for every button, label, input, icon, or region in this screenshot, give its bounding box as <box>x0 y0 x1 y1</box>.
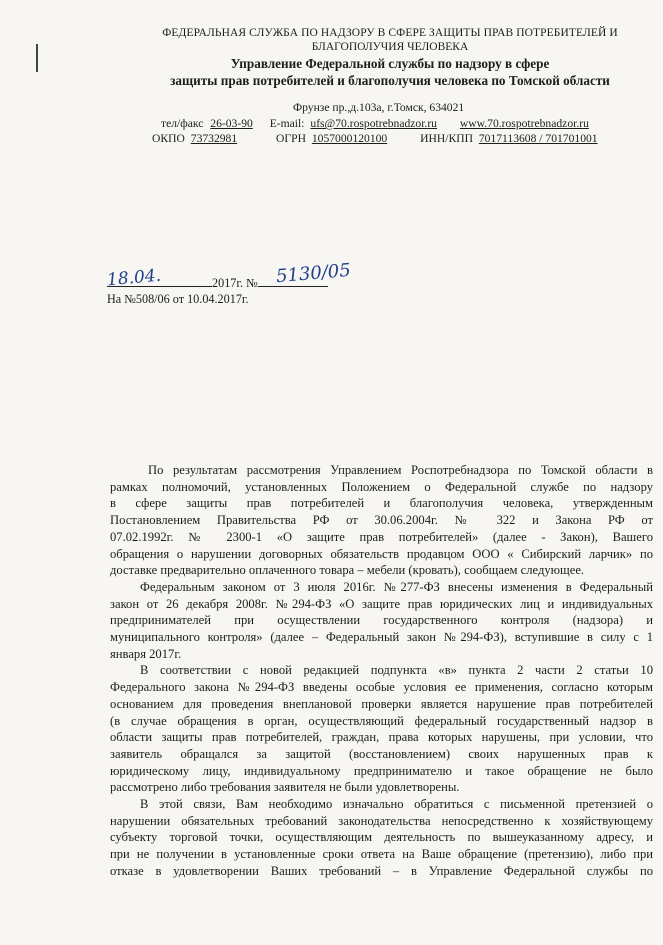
body-line: января 2017г. <box>110 646 182 661</box>
body-line: обращения о нарушении договорных обязательств продавцом ООО « Сибирский ларчик» по <box>110 546 653 561</box>
body-line: рассмотрено либо требования заявителя не были удовлетворены. <box>110 780 460 795</box>
reply-reference: На №508/06 от 10.04.2017г. <box>107 292 249 306</box>
body-line: рамках полномочий, установленных Положением о Федеральной службе по надзору <box>110 479 653 494</box>
body-line: доставке предварительно оплаченного товара – мебели (кровать), сообщаем следующее. <box>110 563 585 578</box>
handwritten-number: 5130/05 <box>275 259 352 288</box>
year-label: 2017г. № <box>212 276 258 290</box>
body-line: в сфере защиты прав потребителей и благополучия человека, утвержденным <box>110 496 653 511</box>
ogrn-label: ОГРН <box>276 132 306 145</box>
inn-label: ИНН/КПП <box>420 132 473 145</box>
margin-mark <box>36 44 38 72</box>
email-link[interactable]: ufs@70.rospotrebnadzor.ru <box>310 117 437 130</box>
body-line: субъекту торговой точки, осуществляющим деятельность по вышеуказанному адресу, и <box>110 830 653 845</box>
phone-row <box>161 117 589 130</box>
body-line: В этой связи, Вам необходимо изначально обратиться с письменной претензией о <box>140 797 653 812</box>
body-line: отказе в удовлетворении Ваших требований – в Управление Федеральной службы по <box>110 863 653 878</box>
agency-name-line2: БЛАГОПОЛУЧИЯ ЧЕЛОВЕКА <box>311 41 469 53</box>
agency-name-line1: ФЕДЕРАЛЬНАЯ СЛУЖБА ПО НАДЗОРУ В СФЕРЕ ЗАЩИТЫ ПРАВ ПОТРЕБИТЕЛЕЙ И <box>162 27 618 39</box>
okpo-label: ОКПО <box>152 132 185 145</box>
phone-number: 26-03-90 <box>210 117 253 130</box>
body-line: предпринимателей при осуществлении государственного контроля (надзора) и <box>110 613 653 628</box>
office-name-line1: Управление Федеральной службы по надзору в сфере <box>230 56 550 71</box>
body-line: основанием для проведения внеплановой проверки является нарушение прав потребителей <box>110 696 653 711</box>
body-line: Постановлением Правительства РФ от 30.06.2004г. № 322 и Закона РФ от <box>110 513 653 528</box>
body-line: нарушении обязательных требований законодательства непосредственно к хозяйствующему <box>110 813 653 828</box>
body-line: муниципального контроля» (далее – Федеральный закон №294-ФЗ), вступившие в силу с 1 <box>110 630 653 645</box>
body-line: Федеральным законом от 3 июля 2016г. №277-ФЗ внесены изменения в Федеральный <box>140 579 653 594</box>
handwritten-date: 18.04. <box>106 265 162 291</box>
phone-label: тел/факс <box>161 117 204 130</box>
body-line: Федерального закона №294-ФЗ введены особые условия ее применения, согласно которым <box>110 680 653 695</box>
body-line: при не получении в установленные сроки ответа на Ваше обращение (претензию), либо при <box>110 847 653 862</box>
date-blank-line <box>107 276 212 287</box>
body-line: заявитель обращался за защитой (восстановлением) своих нарушенных прав к <box>110 746 653 761</box>
body-line: области защиты прав потребителей, граждан, права которых нарушены, при условии, что <box>110 730 653 745</box>
registry-row <box>152 132 598 145</box>
body-line: закон от 26 декабря 2008г. №294-ФЗ «О защите прав юридических лиц и индивидуальных <box>110 596 653 611</box>
ogrn-value: 1057000120100 <box>311 132 388 145</box>
body-line: (в случае обращения в орган, осуществляющий федеральный государственный надзор в <box>110 713 653 728</box>
body-line: 07.02.1992г. № 2300-1 «О защите прав потребителей» (далее - Закон), Вашего <box>110 529 653 544</box>
office-name-line2: защиты прав потребителей и благополучия человека по Томской области <box>170 73 610 88</box>
email-label: E-mail: <box>269 117 305 130</box>
body-line: В соответствии с новой редакцией подпункта «в» пункта 2 части 2 статьи 10 <box>140 663 653 678</box>
body-line: юридическому лицу, индивидуальному предпринимателю и такое обращение не было <box>110 763 653 778</box>
inn-value: 7017113608 / 701701001 <box>478 132 598 145</box>
address: Фрунзе пр.,д.103а, г.Томск, 634021 <box>293 101 465 114</box>
letter-body <box>110 462 653 880</box>
body-line: По результатам рассмотрения Управлением Роспотребнадзора по Томской области в <box>148 463 653 477</box>
website-link[interactable]: www.70.rospotrebnadzor.ru <box>459 117 589 130</box>
okpo-value: 73732981 <box>190 132 238 145</box>
